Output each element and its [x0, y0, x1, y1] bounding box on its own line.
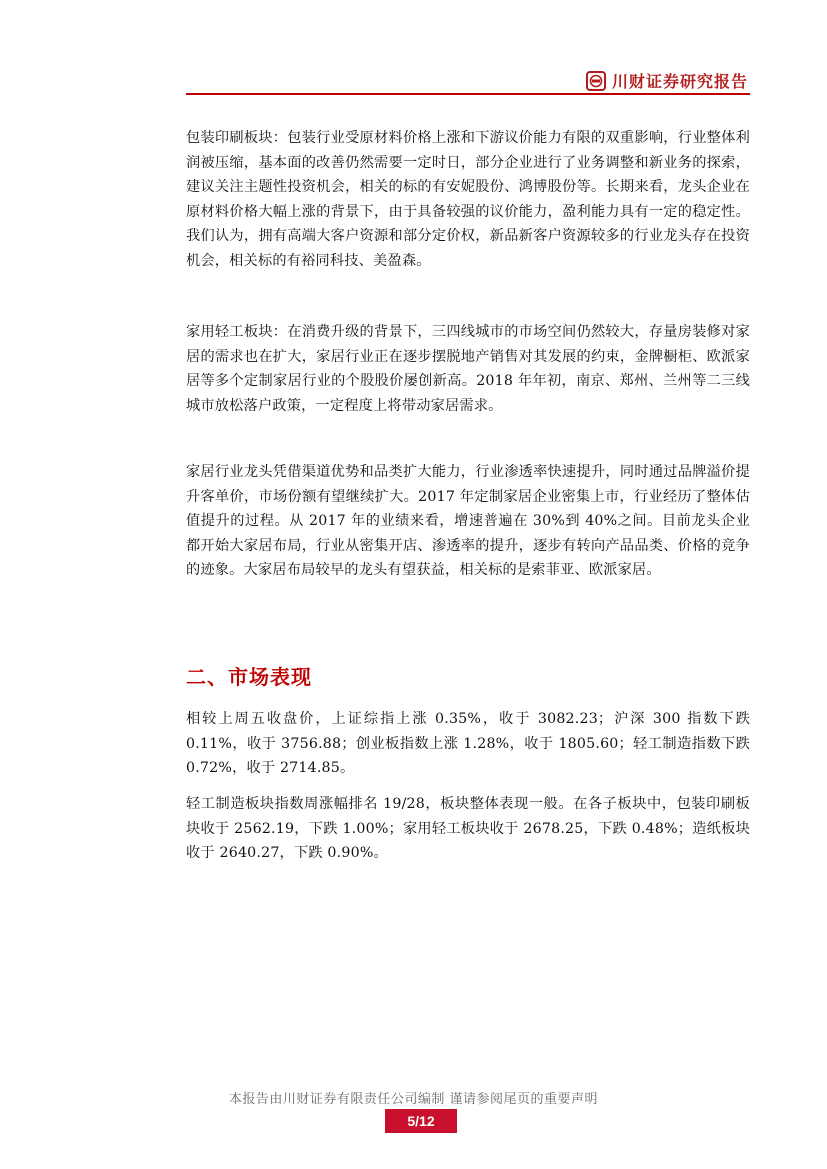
page-number: 5/12: [385, 1109, 457, 1133]
report-header: [186, 58, 750, 94]
section-heading: 二、市场表现: [186, 665, 312, 689]
brand-title: 川财证券研究报告: [612, 72, 749, 91]
paragraph-home-furnishing: 家居行业龙头凭借渠道优势和品类扩大能力，行业渗透率快速提升，同时通过品牌溢价提升客单价，市场份额有望继续扩大。2017 年定制家居企业密集上市，行业经历了整体估值提升的过程。从 2017 年的业绩来看，增速普遍在 30%到 40%之间。目前龙头企业都开始大家居布局，行业从密集开店、渗透率的提升，逐步有转向产品品类、价格的竞争的迹象。大家居布局较早的龙头有望获益，相关标的是索菲亚、欧派家居。: [186, 464, 750, 578]
paragraph-packaging: 包装印刷板块：包装行业受原材料价格上涨和下游议价能力有限的双重影响，行业整体利润被压缩，基本面的改善仍然需要一定时日，部分企业进行了业务调整和新业务的探索，建议关注主题性投资机会，相关的标的有安妮股份、鸿博股份等。长期来看，龙头企业在原材料价格大幅上涨的背景下，由于具备较强的议价能力，盈利能力具有一定的稳定性。我们认为，拥有高端大客户资源和部分定价权，新品新客户资源较多的行业龙头存在投资机会，相关标的有裕同科技、美盈森。: [186, 130, 750, 269]
header-divider: [186, 93, 750, 95]
footer-disclaimer: 本报告由川财证券有限责任公司编制 谨请参阅尾页的重要声明: [228, 1092, 599, 1107]
paragraph-market-indices: 相较上周五收盘价，上证综指上涨 0.35%，收于 3082.23；沪深 300 指数下跌 0.11%，收于 3756.88；创业板指数上涨 1.28%，收于 1805.60；轻工制造指数下跌 0.72%，收于 2714.85。: [186, 711, 750, 776]
paragraph-sector-performance: 轻工制造板块指数周涨幅排名 19/28，板块整体表现一般。在各子板块中，包装印刷板块收于 2562.19，下跌 1.00%；家用轻工板块收于 2678.25，下跌 0.48%；造纸板块收于 2640.27，下跌 0.90%。: [186, 796, 750, 861]
chuancai-logo-icon: [586, 71, 606, 91]
paragraph-household: 家用轻工板块：在消费升级的背景下，三四线城市的市场空间仍然较大，存量房装修对家居的需求也在扩大，家居行业正在逐步摆脱地产销售对其发展的约束，金牌橱柜、欧派家居等多个定制家居行业的个股股价屡创新高。2018 年年初，南京、郑州、兰州等二三线城市放松落户政策，一定程度上将带动家居需求。: [186, 324, 750, 414]
